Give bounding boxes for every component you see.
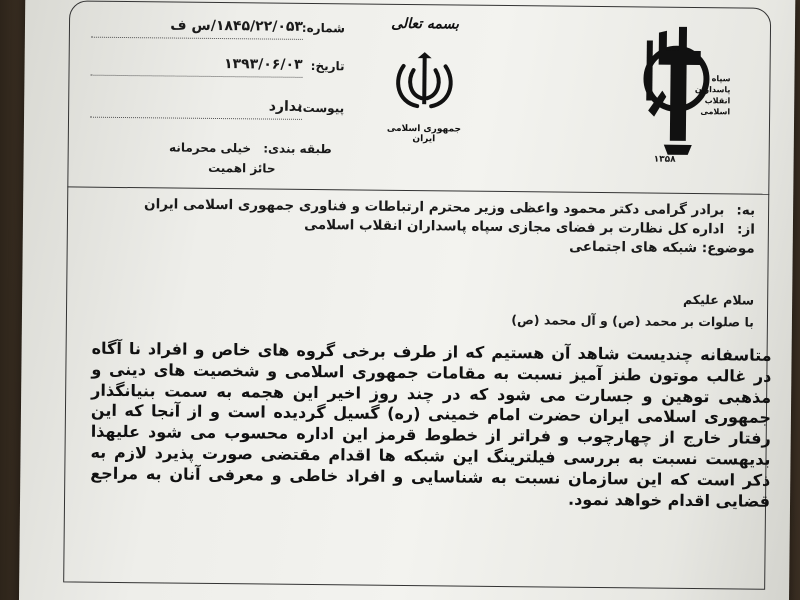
- classification-label: طبقه بندی:: [263, 141, 332, 157]
- besmele-text: بسمه تعالی: [391, 15, 459, 33]
- date-line: [90, 75, 302, 78]
- classification-row: [112, 137, 332, 159]
- irgc-caption-line: پاسداران: [694, 85, 731, 95]
- subject-value: شبکه های اجتماعی: [569, 238, 698, 257]
- attachment-field: [84, 99, 344, 124]
- salutation-line: با صلوات بر محمد (ص) و آل محمد (ص): [511, 312, 755, 330]
- from-key: از:: [737, 221, 755, 238]
- letter-paper: [19, 0, 796, 600]
- to-value: برادر گرامی دکتر محمود واعظی وزیر محترم ارتباطات و فناوری جمهوری اسلامی ایران: [144, 196, 725, 219]
- irgc-caption-line: اسلامی: [700, 107, 731, 117]
- greeting-block: [142, 283, 754, 333]
- irgc-caption-line: انقلاب: [704, 96, 731, 106]
- address-block: [143, 195, 756, 258]
- number-line: [91, 37, 303, 40]
- classification-block: [111, 137, 331, 179]
- irgc-caption: [690, 73, 730, 117]
- letter-body: متاسفانه چندیست شاهد آن هستیم که از طرف برخی گروه های خاص و افراد نا آگاه در غالب موتون طنز آمیز نسبت به مقامات جمهوری اسلامی و شخصیت های دینی و مذهبی توهین و جسارت می شود که در چند روز اخیر این هجمه به سمت بنیانگذار جمهوری اسلامی ایران حضرت امام خمینی (ره) گسیل گردیده است و از آنجا که این رفتار خارج از چهارچوب و فراتر از خطوط قرمز این اداره محسوب می شود علیهذا بدیهست نسبت به بررسی فیلترینگ این شبکه ها اقدام مقتضی صورت پذیرد لازم به ذکر است که این سازمان نسبت به شناسایی و افراد خاطی و معرفی آنان به مراجع قضایی اقدام خواهد نمود.: [90, 338, 772, 511]
- attachment-value: ندارد: [268, 98, 303, 115]
- attachment-label: پیوست:: [297, 100, 345, 116]
- date-value: ۱۳۹۳/۰۶/۰۳: [223, 56, 303, 73]
- irgc-year: ۱۳۵۸: [653, 154, 676, 165]
- subject-key: موضوع:: [701, 240, 755, 257]
- number-value: ۱۸۴۵/۲۲/۰۵۳/س ف: [170, 17, 304, 35]
- date-field: [84, 57, 344, 82]
- to-key: به:: [736, 202, 756, 219]
- irgc-caption-line: سپاه: [711, 74, 731, 84]
- iran-emblem-icon: [389, 48, 460, 119]
- center-emblem-block: [379, 15, 470, 145]
- number-label: شماره:: [301, 20, 346, 36]
- attachment-line: [90, 117, 302, 120]
- classification-value: خیلی محرمانه: [169, 140, 252, 156]
- number-field: [85, 19, 345, 44]
- priority-value: حائز اهمیت: [208, 160, 276, 176]
- emblem-caption: جمهوری اسلامی ایران: [386, 123, 462, 145]
- greeting-line: سلام علیکم: [682, 291, 755, 308]
- from-value: اداره کل نظارت بر فضای مجازی سپاه پاسداران انقلاب اسلامی: [304, 216, 725, 238]
- date-label: تاریخ:: [310, 58, 345, 74]
